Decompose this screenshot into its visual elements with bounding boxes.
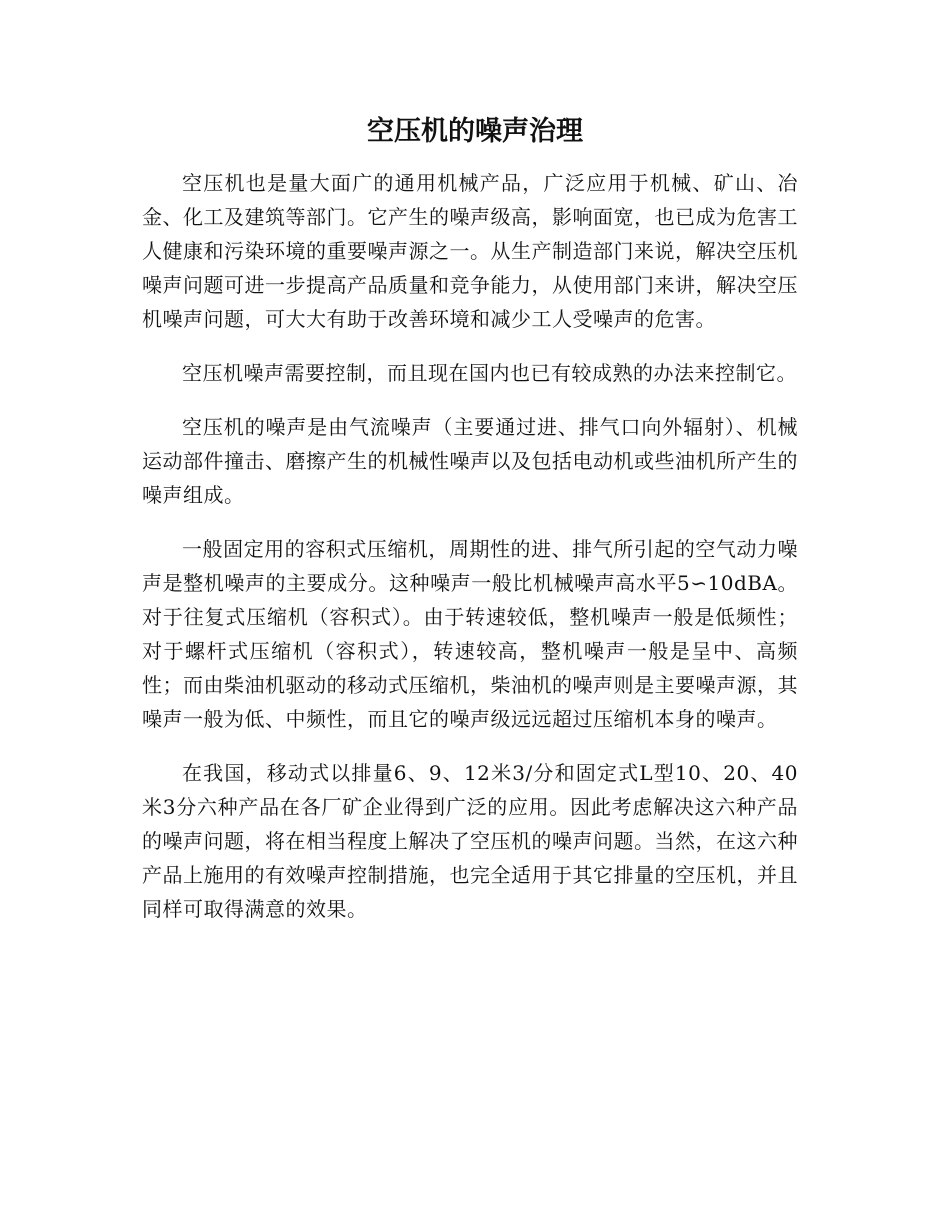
paragraph-3: 空压机的噪声是由气流噪声（主要通过进、排气口向外辐射）、机械运动部件撞击、磨擦产生的机械性噪声以及包括电动机或些油机所产生的噪声组成。 [142,415,798,507]
document-body [142,166,798,946]
paragraph-2: 空压机噪声需要控制，而且现在国内也已有较成熟的办法来控制它。 [182,361,797,385]
paragraph-4: 一般固定用的容积式压缩机，周期性的进、排气所引起的空气动力噪声是整机噪声的主要成分。这种噪声一般比机械噪声高水平5∽10dBA。对于往复式压缩机（容积式）。由于转速较低，整机噪声一般是低频性；对于螺杆式压缩机（容积式），转速较高，整机噪声一般是呈中、高频性；而由柴油机驱动的移动式压缩机，柴油机的噪声则是主要噪声源，其噪声一般为低、中频性，而且它的噪声级远远超过压缩机本身的噪声。 [142,537,798,731]
paragraph-5: 在我国，移动式以排量6、9、12米3/分和固定式L型10、20、40米3分六种产品在各厂矿企业得到广泛的应用。因此考虑解决这六种产品的噪声问题，将在相当程度上解决了空压机的噪声问题。当然，在这六种产品上施用的有效噪声控制措施，也完全适用于其它排量的空压机，并且同样可取得满意的效果。 [142,761,798,921]
page-title: 空压机的噪声治理 [367,116,583,147]
paragraph-1: 空压机也是量大面广的通用机械产品，广泛应用于机械、矿山、冶金、化工及建筑等部门。它产生的噪声级高，影响面宽，也已成为危害工人健康和污染环境的重要噪声源之一。从生产制造部门来说，解决空压机噪声问题可进一步提高产品质量和竞争能力，从使用部门来讲，解决空压机噪声问题，可大大有助于改善环境和减少工人受噪声的危害。 [142,171,798,331]
